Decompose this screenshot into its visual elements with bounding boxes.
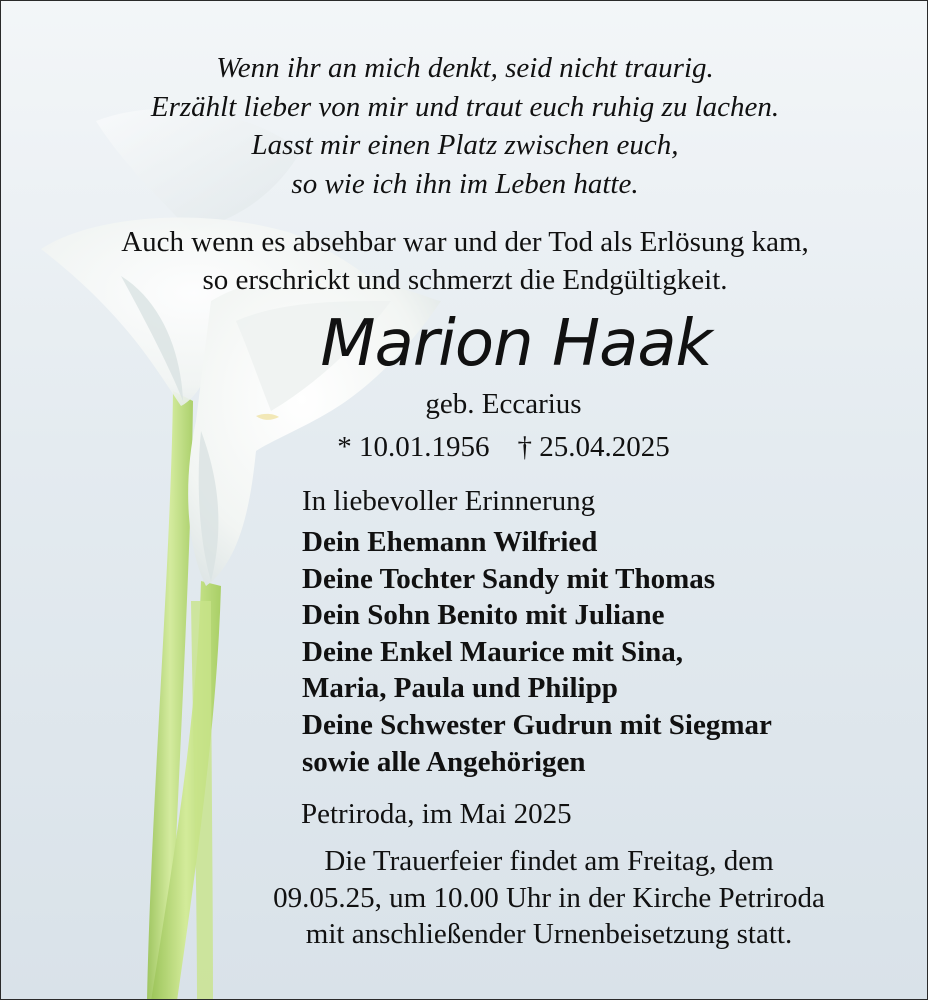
poem-line: Wenn ihr an mich denkt, seid nicht traurig.: [216, 52, 714, 84]
intro-text: [1, 223, 928, 299]
poem-line: so wie ich ihn im Leben hatte.: [291, 167, 639, 200]
poem-line: Lasst mir einen Platz zwischen euch,: [251, 129, 679, 161]
place-date: Petriroda, im Mai 2025: [301, 798, 572, 830]
service-line: Die Trauerfeier findet am Freitag, dem: [324, 845, 774, 877]
mourner-line: Deine Schwester Gudrun mit Siegmar: [302, 708, 772, 741]
service-line: 09.05.25, um 10.00 Uhr in der Kirche Petriroda: [273, 881, 825, 914]
intro-line: Auch wenn es absehbar war und der Tod als Erlösung kam,: [121, 226, 809, 258]
maiden-name: geb. Eccarius: [425, 388, 582, 420]
intro-line: so erschrickt und schmerzt die Endgültigkeit.: [202, 264, 728, 296]
mourner-line: Maria, Paula und Philipp: [302, 672, 618, 705]
life-dates: [301, 428, 706, 466]
mourner-line: sowie alle Angehörigen: [302, 745, 586, 778]
birth-date: * 10.01.1956: [337, 431, 490, 463]
mourner-line: Dein Ehemann Wilfried: [302, 526, 598, 558]
poem-verse: [1, 49, 928, 203]
mourners-list: [302, 524, 772, 780]
funeral-service-info: [197, 843, 901, 953]
poem-line: Erzählt lieber von mir und traut euch ruhig zu lachen.: [150, 90, 780, 123]
service-line: mit anschließender Urnenbeisetzung statt.: [305, 918, 793, 950]
memory-line: In liebevoller Erinnerung: [302, 485, 596, 517]
death-date: † 25.04.2025: [517, 431, 670, 463]
mourner-line: Deine Enkel Maurice mit Sina,: [302, 635, 684, 668]
mourner-line: Deine Tochter Sandy mit Thomas: [302, 562, 716, 595]
deceased-name: Marion Haak: [320, 307, 712, 381]
mourner-line: Dein Sohn Benito mit Juliane: [302, 599, 665, 632]
